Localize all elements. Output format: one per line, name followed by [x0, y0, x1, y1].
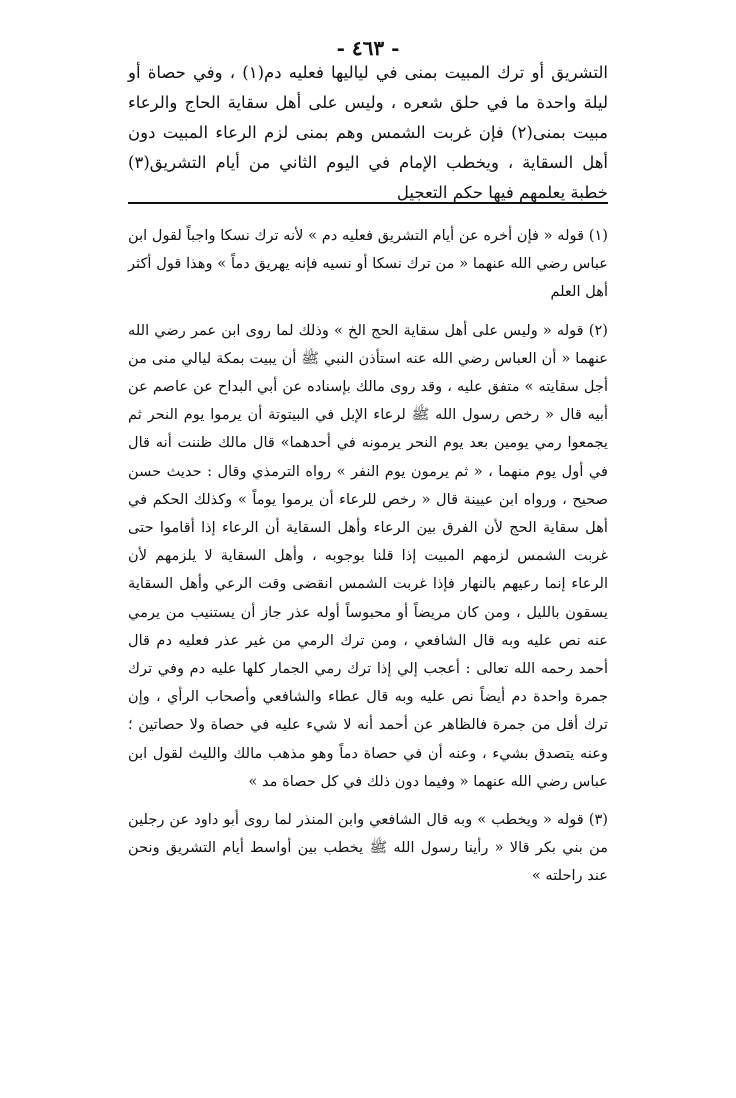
footnote-1: (١) قوله « فإن أخره عن أيام التشريق فعليه دم » لأنه ترك نسكا واجباً لقول ابن عباس رضي الله عنهما « من ترك نسكا أو نسيه فإنه يهريق دماً » وهذا قول أكثر أهل العلم: [128, 227, 608, 301]
main-paragraph: التشريق أو ترك المبيت بمنى في لياليها فعليه دم(١) ، وفي حصاة أو ليلة واحدة ما في حلق شعره ، وليس على أهل سقاية الحاج والرعاء مبيت بمنى(٢) فإن غربت الشمس وهم بمنى لزم الرعاء المبيت دون أهل السقاية ، ويخطب الإمام في اليوم الثاني من أيام التشريق(٣) خطبة يعلمهم فيها حكم التعجيل: [128, 63, 609, 202]
footnotes-block: [128, 222, 608, 891]
footnote-2: (٢) قوله « وليس على أهل سقاية الحج الخ » وذلك لما روى ابن عمر رضي الله عنهما « أن العباس رضي الله عنه استأذن النبي ﷺ أن يبيت بمكة ليالي منى من أجل سقايته » متفق عليه ، وقد روى مالك بإسناده عن أبي البداح عن عاصم عن أبيه قال « رخص رسول الله ﷺ لرعاء الإبل في البيتوتة أن يرموا يوم النحر ثم يجمعوا رمي يومين بعد يوم النحر يرمونه في أحدهما» قال مالك ظننت أنه قال في أول يوم منهما ، « ثم يرمون يوم النفر » رواه الترمذي وقال : حديث حسن صحيح ، ورواه ابن عيينة قال « رخص للرعاء أن يرموا يوماً » وكذلك الحكم في أهل سقاية الحج لأن الفرق بين الرعاء وأهل السقاية أن الرعاء إذا أقاموا حتى غربت الشمس لزمهم المبيت إذا قلنا بوجوبه ، وأهل السقاية لا يلزمهم لأن الرعاء إنما رعيهم بالنهار فإذا غربت الشمس انقضى وقت الرعي وأهل السقاية يسقون بالليل ، ومن كان مريضاً أو محبوساً أوله عذر جاز أن يستنيب من يرمي عنه نص عليه وبه قال الشافعي ، ومن ترك الرمي من غير عذر فعليه دم قال أحمد رحمه الله تعالى : أعجب إلي إذا ترك رمي الجمار كلها عليه دم وفي ترك جمرة واحدة دم أيضاً نص عليه وبه قال عطاء والشافعي وأصحاب الرأي ، وإن ترك أقل من جمرة فالظاهر عن أحمد أنه لا شيء عليه في حصاة ولا حصاتين ؛ وعنه يتصدق بشيء ، وعنه أن في حصاة دماً وهو مذهب مالك والليث لقول ابن عباس رضي الله عنهما « وفيما دون ذلك في كل حصاة مد »: [128, 321, 608, 790]
page-number: - ٤٦٣ -: [336, 36, 400, 60]
footnote-3: (٣) قوله « ويخطب » وبه قال الشافعي وابن المنذر لما روى أبو داود عن رجلين من بني بكر قالا « رأينا رسول الله ﷺ يخطب بين أواسط أيام التشريق ونحن عند راحلته »: [128, 811, 608, 885]
main-text-block: [128, 58, 608, 208]
footnote-separator: [128, 202, 608, 204]
